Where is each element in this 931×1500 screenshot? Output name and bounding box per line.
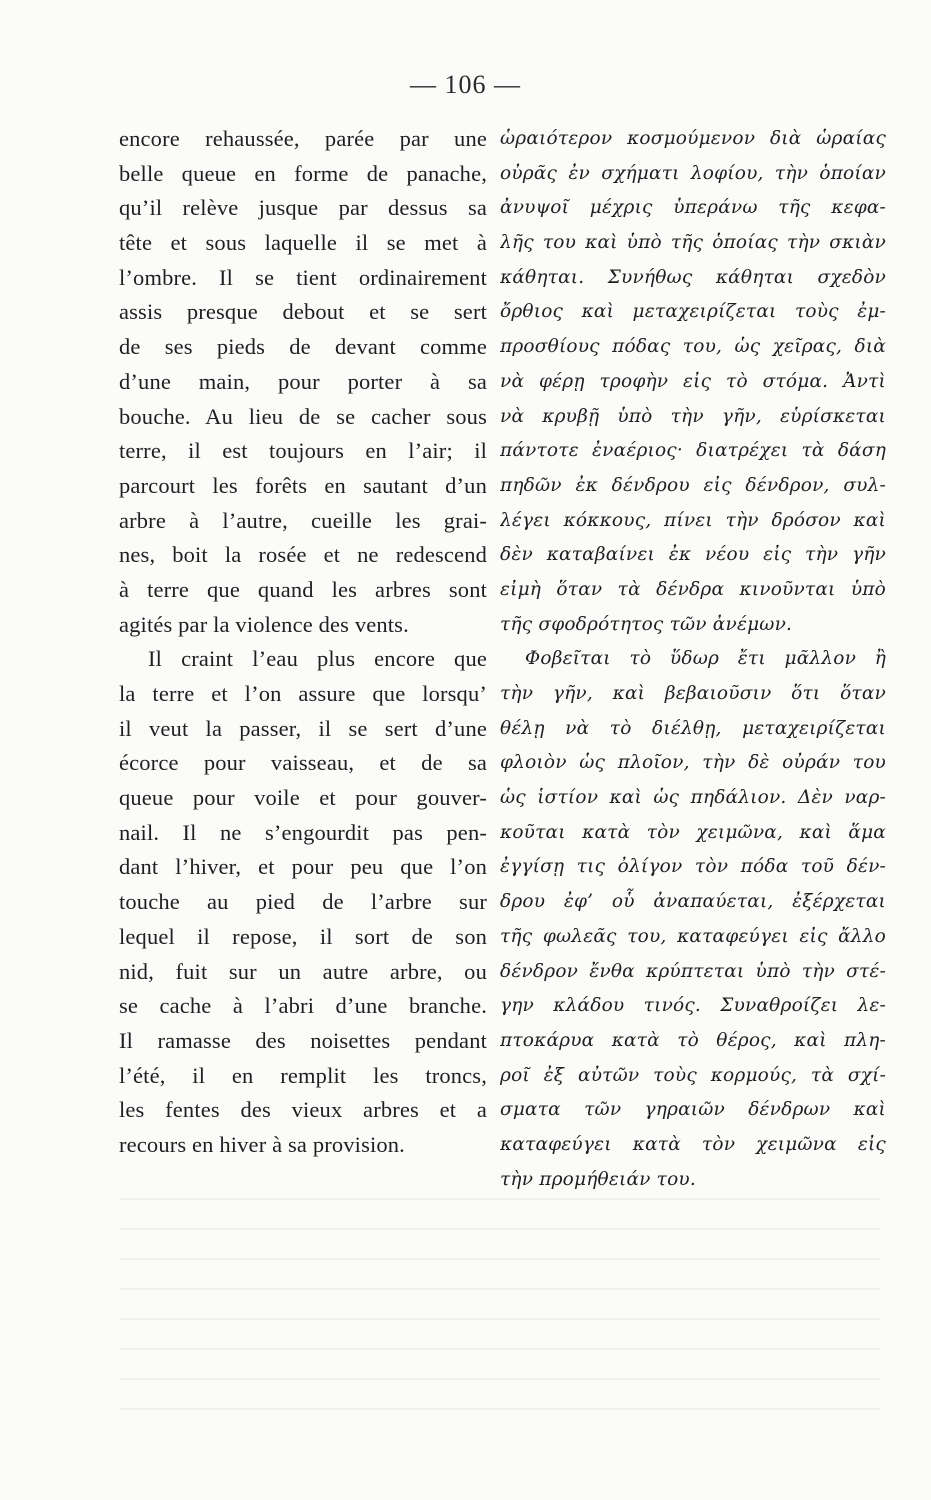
greek-line: ἀνυψοῖ μέχρις ὑπεράνω τῆς κεφα- [500,197,886,219]
greek-line: εἰμὴ ὅταν τὰ δένδρα κινοῦνται ὑπὸ [500,578,886,600]
french-line: nid, fuit sur un autre arbre, ou [119,958,487,984]
greek-line: φλοιὸν ὡς πλοῖον, τὴν δὲ οὐράν του [500,752,886,774]
french-line: les fentes des vieux arbres et a [119,1097,487,1123]
greek-line: θέλῃ νὰ τὸ διέλθῃ, μεταχειρίζεται [500,717,886,739]
greek-line: ὡς ἱστίον καὶ ὡς πηδάλιον. Δὲν ναρ- [500,787,886,809]
french-line: parcourt les forêts en sautant d’un [119,472,487,498]
greek-line: οὐρᾶς ἐν σχήματι λοφίου, τὴν ὁποίαν [500,162,886,184]
french-line: d’une main, pour porter à sa [119,368,487,394]
greek-line: δένδρον ἔνθα κρύπτεται ὑπὸ τὴν στέ- [500,960,886,982]
french-line: écorce pour vaisseau, et de sa [119,750,487,776]
french-line: Il craint l’eau plus encore que [148,646,487,672]
greek-line: γην κλάδου τινός. Συναθροίζει λε- [500,995,886,1017]
french-line: la terre et l’on assure que lorsqu’ [119,681,487,706]
greek-line: κάθηται. Συνήθως κάθηται σχεδὸν [500,266,886,288]
french-line: touche au pied de l’arbre sur [119,889,487,915]
french-line: qu’il relève jusque par dessus sa [119,195,487,221]
greek-line: τῆς σφοδρότητος τῶν ἀνέμων. [500,613,793,635]
greek-line: κοῦται κατὰ τὸν χειμῶνα, καὶ ἅμα [500,821,886,843]
french-line: queue pour voile et pour gouver- [119,785,487,811]
greek-line: τὴν γῆν, καὶ βεβαιοῦσιν ὅτι ὅταν [500,683,886,704]
greek-line: καταφεύγει κατὰ τὸν χειμῶνα εἰς [500,1133,886,1155]
greek-line: νὰ φέρῃ τροφὴν εἰς τὸ στόμα. Ἀντὶ [500,370,886,392]
greek-line: ὄρθιος καὶ μεταχειρίζεται τοὺς ἐμ- [500,301,886,323]
greek-line: ὡραιότερον κοσμούμενον διὰ ὡραίας [500,128,886,149]
greek-line: λέγει κόκκους, πίνει τὴν δρόσον καὶ [500,509,886,531]
greek-line: λῆς του καὶ ὑπὸ τῆς ὁποίας τὴν σκιὰν [500,232,886,254]
greek-line: νὰ κρυβῇ ὑπὸ τὴν γῆν, εὑρίσκεται [500,405,886,427]
french-line: belle queue en forme de panache, [119,160,487,186]
french-line: se cache à l’abri d’une branche. [119,993,487,1019]
french-line: à terre que quand les arbres sont [119,576,487,602]
french-line: il veut la passer, il se sert d’une [119,715,487,741]
page-bleed-through [120,1180,880,1420]
greek-line: προσθίους πόδας του, ὡς χεῖρας, διὰ [500,336,886,358]
greek-line: ἐγγίσῃ τις ὀλίγον τὸν πόδα τοῦ δέν- [500,856,886,878]
greek-line: Φοβεῖται τὸ ὕδωρ ἔτι μᾶλλον ἢ [525,648,886,670]
page-number: — 106 — [410,70,521,99]
french-line: tête et sous laquelle il se met à [119,230,487,256]
french-column [119,122,487,1163]
french-line: nes, boit la rosée et ne redescend [119,542,487,568]
french-line: assis presque debout et se sert [119,299,487,325]
french-line: nail. Il ne s’engourdit pas pen- [119,819,487,845]
french-line: terre, il est toujours en l’air; il [119,438,487,464]
greek-line: τὴν προμήθειάν του. [500,1168,696,1190]
greek-line: ροῖ ἐξ αὐτῶν τοὺς κορμούς, τὰ σχί- [500,1064,886,1086]
french-line: encore rehaussée, parée par une [119,126,487,151]
french-line: Il ramasse des noisettes pendant [119,1027,487,1053]
french-line: l’ombre. Il se tient ordinairement [119,264,487,290]
french-line: agités par la violence des vents. [119,611,409,637]
french-line: recours en hiver à sa provision. [119,1131,405,1157]
greek-line: πηδῶν ἐκ δένδρου εἰς δένδρον, συλ- [500,474,886,496]
greek-line: τῆς φωλεᾶς του, καταφεύγει εἰς ἄλλο [500,925,886,947]
french-line: l’été, il en remplit les troncs, [119,1062,487,1088]
greek-line: σματα τῶν γηραιῶν δένδρων καὶ [500,1099,886,1121]
greek-line: δρου ἐφ’ οὗ ἀναπαύεται, ἐξέρχεται [500,891,886,913]
greek-line: πτοκάρυα κατὰ τὸ θέρος, καὶ πλη- [500,1029,886,1051]
french-line: dant l’hiver, et pour peu que l’on [119,854,487,880]
greek-line: πάντοτε ἐναέριος· διατρέχει τὰ δάση [500,440,886,462]
french-line: bouche. Au lieu de se cacher sous [119,403,487,429]
french-line: de ses pieds de devant comme [119,334,487,360]
french-line: lequel il repose, il sort de son [119,923,487,949]
french-line: arbre à l’autre, cueille les grai- [119,507,487,533]
greek-line: δὲν καταβαίνει ἐκ νέου εἰς τὴν γῆν [500,544,886,566]
greek-column [500,122,886,1197]
